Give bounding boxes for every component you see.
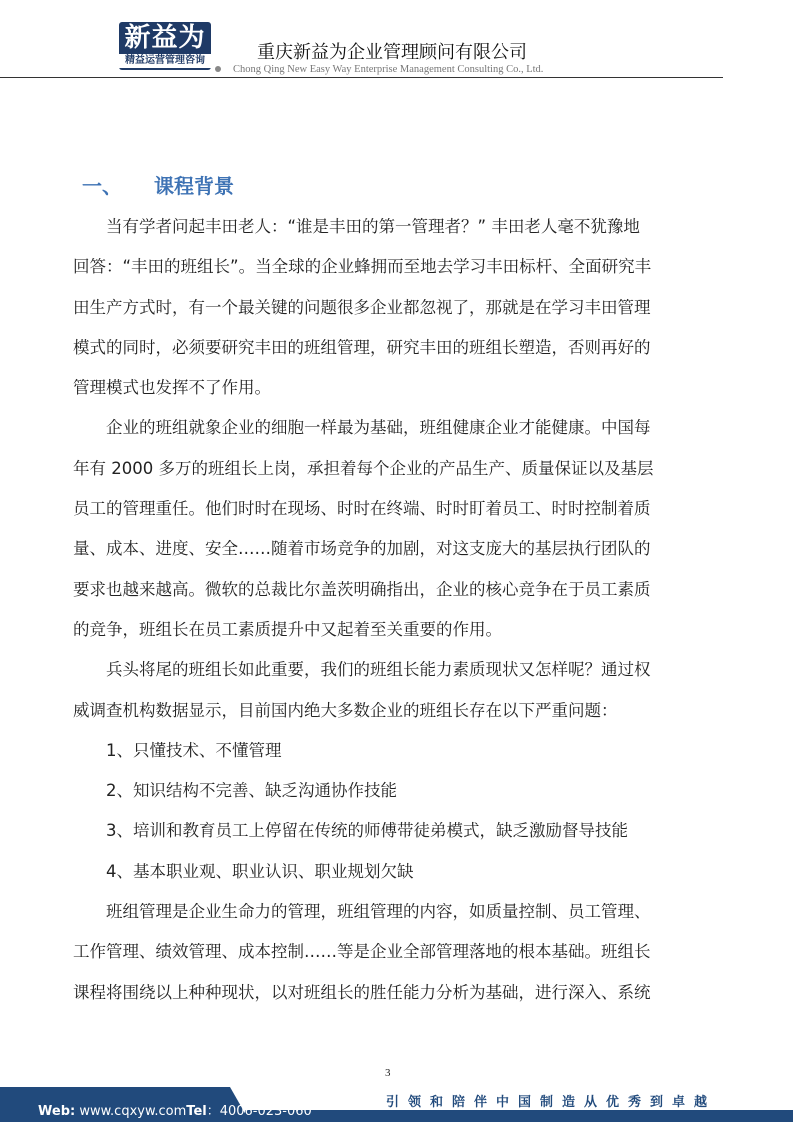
company-name-en: Chong Qing New Easy Way Enterprise Management Consulting Co., Ltd. [233, 64, 544, 75]
text-line: 3、培训和教育员工上停留在传统的师傅带徒弟模式，缺乏激励督导技能 [73, 821, 628, 841]
text-line: 课程将围绕以上种种现状，以对班组长的胜任能力分析为基础，进行深入、系统 [73, 982, 651, 1002]
footer-slogan: 引领和陪伴中国制造从优秀到卓越 [386, 1095, 717, 1110]
text-line: 4、基本职业观、职业认识、职业规划欠缺 [73, 861, 414, 881]
text-line: 年有 2000 多万的班组长上岗，承担着每个企业的产品生产、质量保证以及基层 [73, 458, 654, 478]
text-line: 回答：“丰田的班组长”。当全球的企业蜂拥而至地去学习丰田标杆、全面研究丰 [73, 257, 652, 277]
text-line: 工作管理、绩效管理、成本控制……等是企业全部管理落地的根本基础。班组长 [73, 942, 651, 962]
footer-contact [38, 1100, 312, 1119]
web-label: Web: [38, 1104, 76, 1119]
text-line: 1、只懂技术、不懂管理 [73, 740, 282, 760]
text-line: 企业的班组就象企业的细胞一样最为基础，班组健康企业才能健康。中国每 [73, 418, 651, 438]
text-line: 田生产方式时，有一个最关键的问题很多企业都忽视了，那就是在学习丰田管理 [73, 297, 651, 317]
text-line: 管理模式也发挥不了作用。 [73, 378, 271, 398]
web-url: www.cqxyw.com [75, 1104, 187, 1119]
dot-icon [215, 66, 221, 72]
text-line: 要求也越来越高。微软的总裁比尔盖茨明确指出，企业的核心竞争在于员工素质 [73, 579, 651, 599]
text-line: 的竞争，班组长在员工素质提升中又起着至关重要的作用。 [73, 619, 502, 639]
header-divider [0, 77, 723, 78]
text-line: 模式的同时，必须要研究丰田的班组管理，研究丰田的班组长塑造，否则再好的 [73, 337, 651, 357]
footer-band-right [245, 1110, 793, 1122]
text-line: 兵头将尾的班组长如此重要，我们的班组长能力素质现状又怎样呢？通过权 [73, 660, 651, 680]
text-line: 班组管理是企业生命力的管理，班组管理的内容，如质量控制、员工管理、 [73, 902, 651, 922]
section-number: 一、 [82, 174, 122, 198]
logo-main-text: 新益为 [124, 23, 206, 53]
page-number: 3 [385, 1067, 391, 1079]
body-text [73, 207, 733, 1013]
tel-label: Tel [186, 1104, 207, 1119]
company-name-cn: 重庆新益为企业管理顾问有限公司 [257, 42, 527, 63]
logo-sub-text: 精益运营管理咨询 [119, 54, 211, 68]
section-title [82, 170, 234, 199]
section-title-text: 课程背景 [154, 174, 234, 198]
text-line: 2、知识结构不完善、缺乏沟通协作技能 [73, 781, 397, 801]
text-line: 当有学者问起丰田老人：“谁是丰田的第一管理者？” 丰田老人毫不犹豫地 [73, 217, 640, 236]
text-line: 量、成本、进度、安全……随着市场竞争的加剧，对这支庞大的基层执行团队的 [73, 539, 651, 559]
text-line: 威调查机构数据显示，目前国内绝大多数企业的班组长存在以下严重问题： [73, 700, 618, 720]
company-logo [119, 22, 211, 70]
text-line: 员工的管理重任。他们时时在现场、时时在终端、时时盯着员工、时时控制着质 [73, 499, 651, 519]
tel-number: ：4006-023-060 [206, 1104, 312, 1119]
